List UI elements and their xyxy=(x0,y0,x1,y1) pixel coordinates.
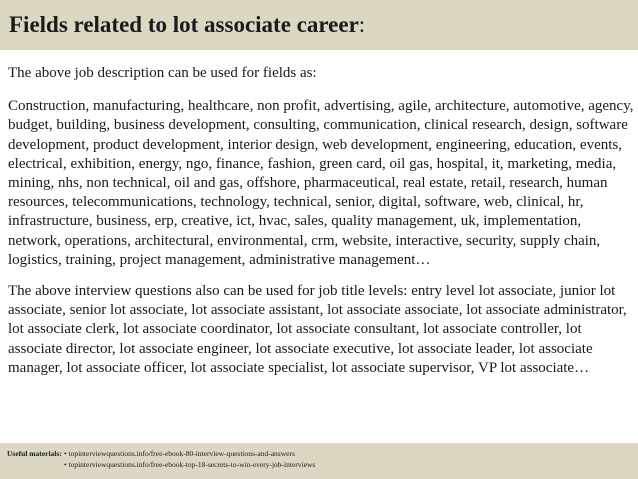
footer-bar xyxy=(0,443,638,479)
footer-links xyxy=(64,448,315,470)
job-levels-paragraph: The above interview questions also can be used for job title levels: entry level lot associate, junior lot associate, senior lot associate, lot associate assistant, lot associate associate, lot associate administrator, lot associate clerk, lot associate coordinator, lot associate consultant, lot associate controller, lot associate director, lot associate engineer, lot associate executive, lot associate leader, lot associate manager, lot associate officer, lot associate specialist, lot associate supervisor, VP lot associate… xyxy=(8,283,627,376)
fields-paragraph: Construction, manufacturing, healthcare, non profit, advertising, agile, architecture, automotive, agency, budget, building, business development, consulting, communication, clinical research, design, software development, product development, interior design, web development, engineering, education, events, electrical, exhibition, energy, ngo, finance, fashion, green card, oil gas, hospital, it, marketing, media, mining, nhs, non technical, oil and gas, offshore, pharmaceutical, real estate, retail, research, human resources, telecommunications, technology, technical, senior, digital, software, web, clinical, hr, infrastructure, business, erp, creative, ict, hvac, sales, quality management, uk, implementation, network, operations, architectural, environmental, crm, website, interactive, security, supply chain, logistics, training, project management, administrative management… xyxy=(8,98,634,268)
footer-link-ebook-80-questions[interactable]: • topinterviewquestions.info/free-ebook-80-interview-questions-and-answers xyxy=(64,449,295,458)
intro-text: The above job description can be used for fields as: xyxy=(8,65,317,81)
page-title-colon: : xyxy=(358,12,366,37)
title-bar xyxy=(0,0,638,50)
slide-content xyxy=(8,64,634,390)
page-title-text: Fields related to lot associate career xyxy=(9,12,359,37)
page-title xyxy=(9,11,365,39)
footer-label: Useful materials: xyxy=(7,449,62,458)
footer-link-ebook-18-secrets[interactable]: • topinterviewquestions.info/free-ebook-top-18-secrets-to-win-every-job-interviews xyxy=(64,460,316,469)
